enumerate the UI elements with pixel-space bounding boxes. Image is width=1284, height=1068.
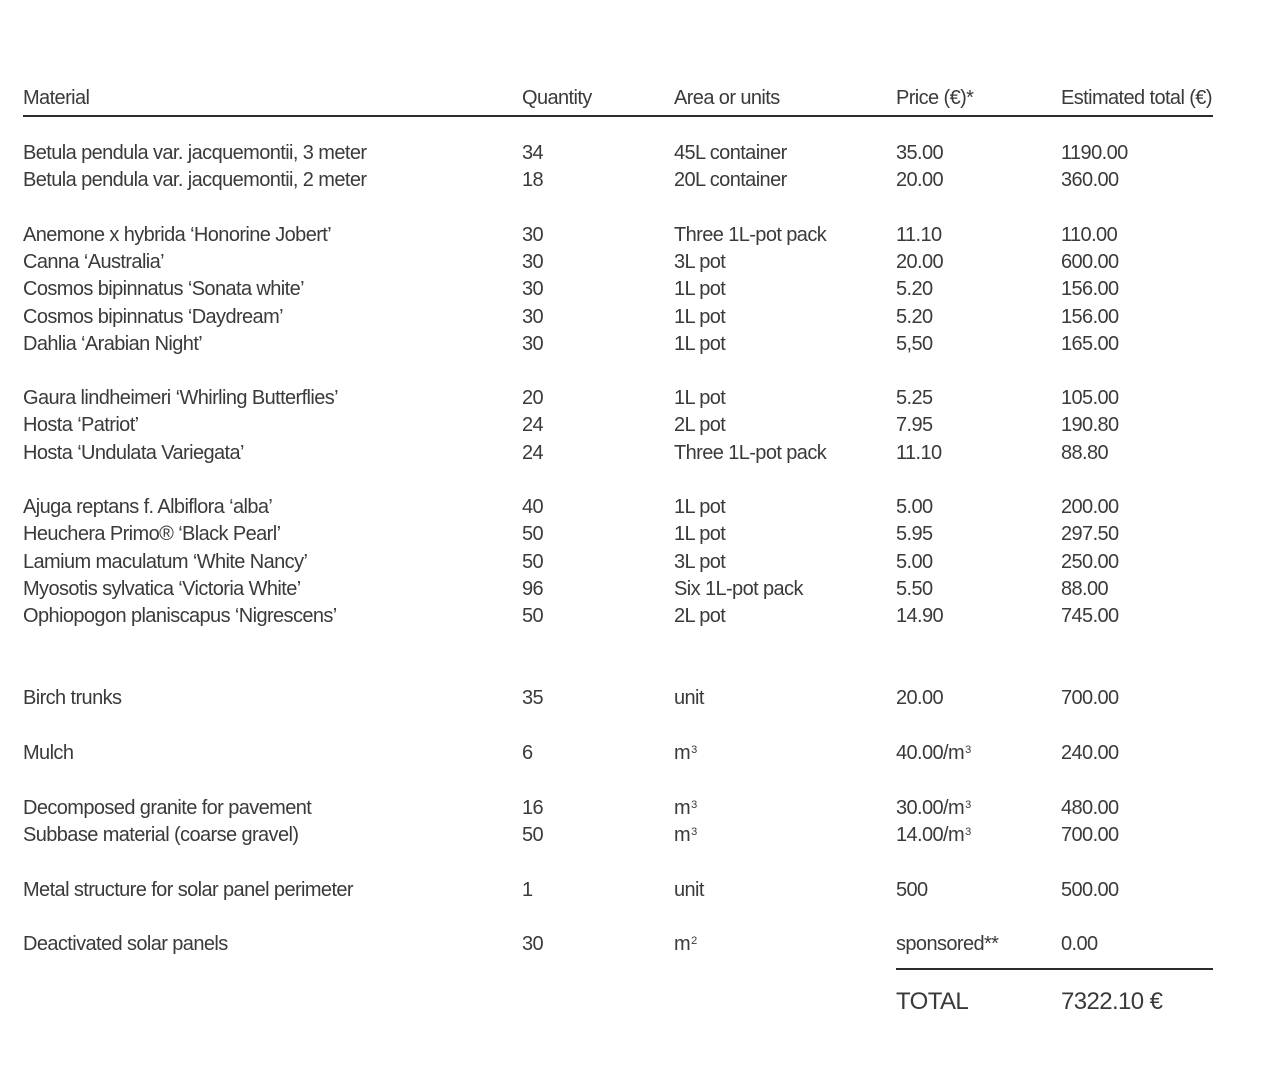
row-total: 88.00 bbox=[1061, 578, 1109, 600]
row-quantity: 35 bbox=[522, 687, 544, 709]
row-total: 110.00 bbox=[1061, 224, 1118, 246]
row-total: 165.00 bbox=[1061, 333, 1119, 355]
row-material: Canna ‘Australia’ bbox=[23, 251, 164, 273]
row-total: 745.00 bbox=[1061, 605, 1119, 627]
row-material: Gaura lindheimeri ‘Whirling Butterflies’ bbox=[23, 387, 339, 409]
row-price: 5.00 bbox=[896, 496, 933, 518]
row-quantity: 30 bbox=[522, 333, 544, 355]
row-price: 5.20 bbox=[896, 306, 933, 328]
row-total: 200.00 bbox=[1061, 496, 1119, 518]
row-material: Ajuga reptans f. Albiflora ‘alba’ bbox=[23, 496, 273, 518]
table-row bbox=[0, 303, 1284, 331]
row-area: 20L container bbox=[674, 169, 787, 191]
row-price: 7.95 bbox=[896, 414, 933, 436]
row-price: 11.10 bbox=[896, 224, 942, 246]
table-row bbox=[0, 275, 1284, 303]
row-material: Cosmos bipinnatus ‘Daydream’ bbox=[23, 306, 283, 328]
row-area: 1L pot bbox=[674, 387, 726, 409]
row-area: Six 1L-pot pack bbox=[674, 578, 803, 600]
row-total: 1190.00 bbox=[1061, 142, 1128, 164]
row-quantity: 18 bbox=[522, 169, 544, 191]
row-price: 500 bbox=[896, 879, 928, 901]
table-row bbox=[0, 821, 1284, 849]
row-area: 1L pot bbox=[674, 523, 726, 545]
table-row bbox=[0, 930, 1284, 958]
row-material: Betula pendula var. jacquemontii, 2 meter bbox=[23, 169, 367, 191]
row-area: $m^3$ bbox=[674, 742, 698, 764]
row-price: 20.00 bbox=[896, 251, 944, 273]
table-row bbox=[0, 330, 1284, 358]
row-price: 5.25 bbox=[896, 387, 933, 409]
table-row bbox=[0, 794, 1284, 822]
row-material: Birch trunks bbox=[23, 687, 122, 709]
row-area: $m^3$ bbox=[674, 824, 698, 846]
row-total: 360.00 bbox=[1061, 169, 1119, 191]
row-quantity: 50 bbox=[522, 824, 544, 846]
table-row bbox=[0, 221, 1284, 249]
total-label: TOTAL bbox=[896, 988, 969, 1015]
row-area: 1L pot bbox=[674, 496, 726, 518]
table-row bbox=[0, 520, 1284, 548]
row-material: Heuchera Primo® ‘Black Pearl’ bbox=[23, 523, 281, 545]
table-row bbox=[0, 876, 1284, 904]
row-price: 5.50 bbox=[896, 578, 933, 600]
row-price: 20.00 bbox=[896, 687, 944, 709]
row-quantity: 30 bbox=[522, 278, 544, 300]
row-total: 700.00 bbox=[1061, 687, 1119, 709]
row-area: 1L pot bbox=[674, 278, 726, 300]
row-quantity: 1 bbox=[522, 879, 533, 901]
row-total: 240.00 bbox=[1061, 742, 1119, 764]
total-divider bbox=[896, 968, 1213, 970]
row-area: 3L pot bbox=[674, 551, 726, 573]
row-quantity: 30 bbox=[522, 224, 544, 246]
row-total: 500.00 bbox=[1061, 879, 1119, 901]
row-total: 105.00 bbox=[1061, 387, 1119, 409]
row-material: Cosmos bipinnatus ‘Sonata white’ bbox=[23, 278, 304, 300]
row-total: 0.00 bbox=[1061, 933, 1098, 955]
row-price: 5.00 bbox=[896, 551, 933, 573]
row-material: Anemone x hybrida ‘Honorine Jobert’ bbox=[23, 224, 332, 246]
row-price: 14.90 bbox=[896, 605, 944, 627]
table-row bbox=[0, 439, 1284, 467]
row-area: 3L pot bbox=[674, 251, 726, 273]
row-area: 2L pot bbox=[674, 414, 726, 436]
total-row bbox=[0, 986, 1284, 1018]
row-area: $m^3$ bbox=[674, 797, 698, 819]
row-total: 156.00 bbox=[1061, 306, 1119, 328]
row-quantity: 20 bbox=[522, 387, 544, 409]
row-area: unit bbox=[674, 879, 704, 901]
row-quantity: 40 bbox=[522, 496, 544, 518]
table-row bbox=[0, 166, 1284, 194]
row-price: $30.00/m^3$ bbox=[896, 797, 972, 819]
row-area: unit bbox=[674, 687, 704, 709]
row-material: Decomposed granite for pavement bbox=[23, 797, 312, 819]
row-material: Myosotis sylvatica ‘Victoria White’ bbox=[23, 578, 301, 600]
row-total: 480.00 bbox=[1061, 797, 1119, 819]
row-price: $14.00/m^3$ bbox=[896, 824, 972, 846]
row-quantity: 50 bbox=[522, 605, 544, 627]
row-area: 1L pot bbox=[674, 306, 726, 328]
header-divider bbox=[23, 115, 1213, 117]
row-quantity: 24 bbox=[522, 442, 544, 464]
row-price: $40.00/m^3$ bbox=[896, 742, 972, 764]
row-quantity: 16 bbox=[522, 797, 544, 819]
row-total: 156.00 bbox=[1061, 278, 1119, 300]
row-price: 11.10 bbox=[896, 442, 942, 464]
row-area: $m^2$ bbox=[674, 933, 698, 955]
row-price: 35.00 bbox=[896, 142, 944, 164]
header-price: Price (€)* bbox=[896, 87, 974, 109]
table-row bbox=[0, 684, 1284, 712]
row-area: 2L pot bbox=[674, 605, 726, 627]
table-header bbox=[0, 84, 1284, 112]
row-material: Deactivated solar panels bbox=[23, 933, 228, 955]
table-row bbox=[0, 575, 1284, 603]
row-material: Lamium maculatum ‘White Nancy’ bbox=[23, 551, 308, 573]
row-material: Hosta ‘Patriot’ bbox=[23, 414, 139, 436]
row-quantity: 34 bbox=[522, 142, 544, 164]
table-row bbox=[0, 384, 1284, 412]
header-area-or-units: Area or units bbox=[674, 87, 780, 109]
table-row bbox=[0, 139, 1284, 167]
row-quantity: 30 bbox=[522, 251, 544, 273]
row-material: Dahlia ‘Arabian Night’ bbox=[23, 333, 203, 355]
row-quantity: 6 bbox=[522, 742, 533, 764]
row-material: Mulch bbox=[23, 742, 74, 764]
row-material: Hosta ‘Undulata Variegata’ bbox=[23, 442, 244, 464]
row-total: 190.80 bbox=[1061, 414, 1119, 436]
row-area: Three 1L-pot pack bbox=[674, 442, 827, 464]
header-quantity: Quantity bbox=[522, 87, 592, 109]
table-row bbox=[0, 493, 1284, 521]
row-area: 45L container bbox=[674, 142, 787, 164]
row-price: sponsored** bbox=[896, 933, 999, 955]
row-area: Three 1L-pot pack bbox=[674, 224, 827, 246]
table-row bbox=[0, 248, 1284, 276]
table-row bbox=[0, 602, 1284, 630]
row-price: 20.00 bbox=[896, 169, 944, 191]
row-total: 88.80 bbox=[1061, 442, 1109, 464]
row-price: 5.20 bbox=[896, 278, 933, 300]
row-quantity: 50 bbox=[522, 551, 544, 573]
row-area: 1L pot bbox=[674, 333, 726, 355]
row-material: Ophiopogon planiscapus ‘Nigrescens’ bbox=[23, 605, 337, 627]
row-material: Subbase material (coarse gravel) bbox=[23, 824, 299, 846]
row-total: 600.00 bbox=[1061, 251, 1119, 273]
table-row bbox=[0, 411, 1284, 439]
row-price: 5,50 bbox=[896, 333, 933, 355]
row-quantity: 24 bbox=[522, 414, 544, 436]
row-price: 5.95 bbox=[896, 523, 933, 545]
row-total: 297.50 bbox=[1061, 523, 1119, 545]
row-total: 700.00 bbox=[1061, 824, 1119, 846]
row-material: Betula pendula var. jacquemontii, 3 meter bbox=[23, 142, 367, 164]
row-quantity: 96 bbox=[522, 578, 544, 600]
total-value: 7322.10 € bbox=[1061, 988, 1163, 1015]
row-quantity: 50 bbox=[522, 523, 544, 545]
row-material: Metal structure for solar panel perimeter bbox=[23, 879, 353, 901]
row-quantity: 30 bbox=[522, 933, 544, 955]
header-estimated-total: Estimated total (€) bbox=[1061, 87, 1212, 109]
row-total: 250.00 bbox=[1061, 551, 1119, 573]
row-quantity: 30 bbox=[522, 306, 544, 328]
table-row bbox=[0, 739, 1284, 767]
table-row bbox=[0, 548, 1284, 576]
header-material: Material bbox=[23, 87, 90, 109]
